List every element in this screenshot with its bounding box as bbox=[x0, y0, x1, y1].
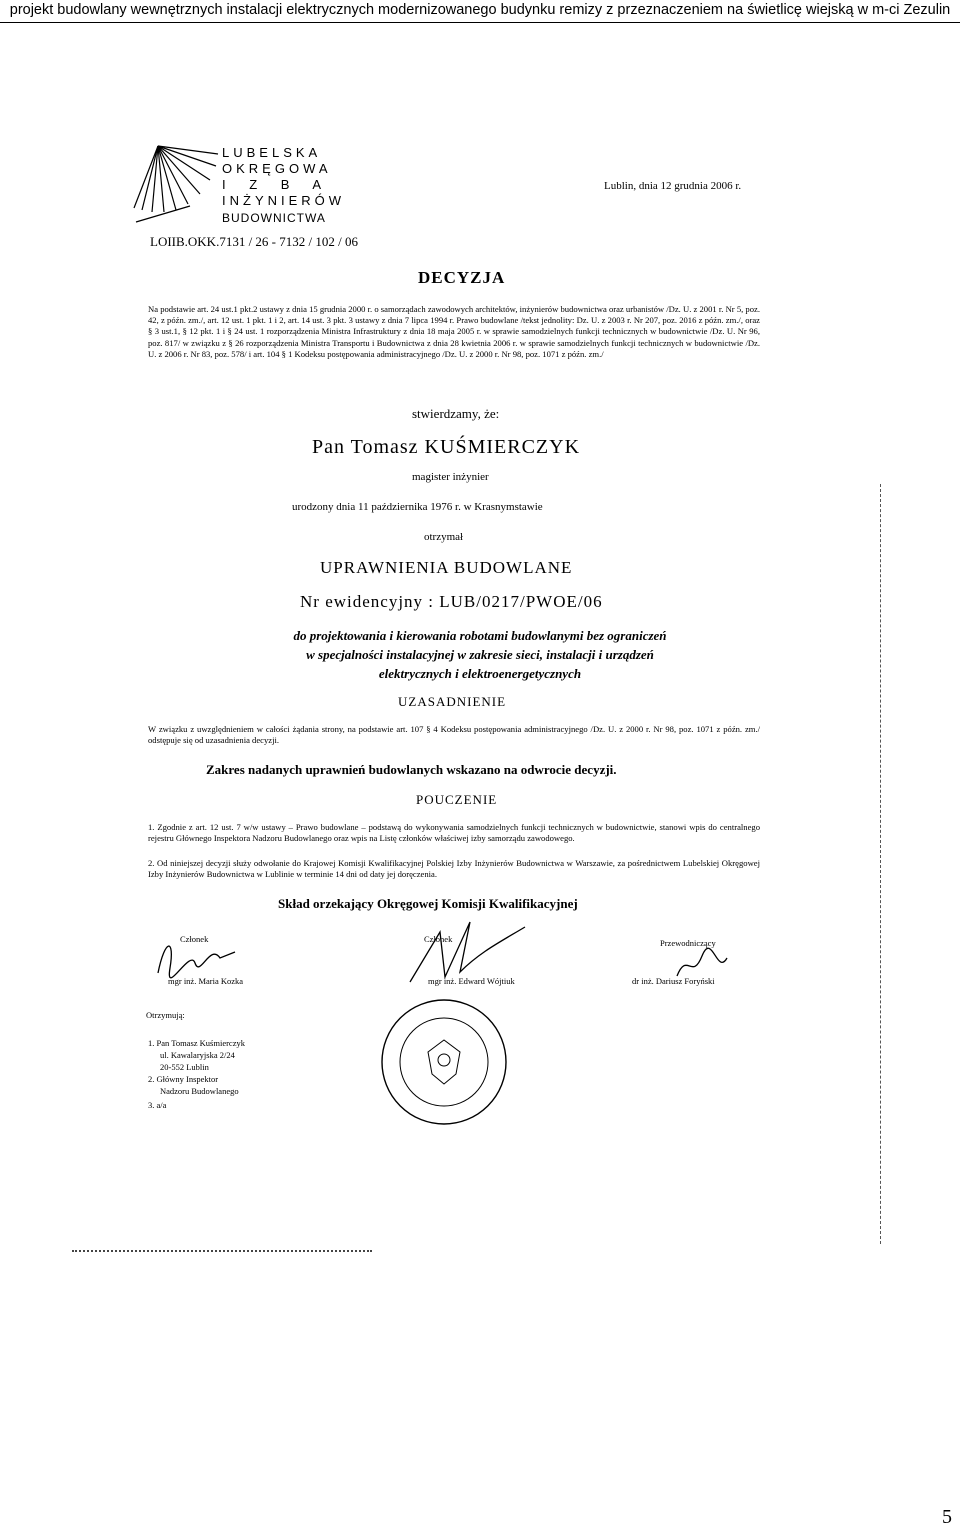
decision-title: DECYZJA bbox=[418, 268, 506, 287]
recipient-line: 2. Główny Inspektor bbox=[148, 1074, 219, 1084]
logo-line-4: INŻYNIERÓW bbox=[222, 193, 346, 208]
permission-title: UPRAWNIENIA BUDOWLANE bbox=[320, 558, 573, 577]
justification-title: UZASADNIENIE bbox=[398, 694, 507, 709]
recipient-line: Nadzoru Budowlanego bbox=[160, 1086, 239, 1096]
scope-line-3: elektrycznych i elektroenergetycznych bbox=[378, 666, 582, 681]
reference-number: LOIIB.OKK.7131 / 26 - 7132 / 102 / 06 bbox=[150, 234, 358, 249]
scope-line-1: do projektowania i kierowania robotami budowlanymi bez ograniczeń bbox=[293, 628, 667, 643]
legal-basis: Na podstawie art. 24 ust.1 pkt.2 ustawy z dnia 15 grudnia 2000 r. o samorządach zawodowych architektów, inżynierów budownictwa oraz urbanistów /Dz. U. z 2001 r. Nr 5, poz. 42, z późn. zm./, art. 12 ust. 1 pkt. 1 i 2, art. 14 ust. 3 pkt. 3 ustawy z dnia 7 lipca 1994 r. Prawo budowlane /tekst jednolity: Dz. U. z 2003 r. Nr 207, poz. 2016 z późn. zm./, oraz § 3 ust.1, § 12 pkt. 1 i § 24 ust. 1 rozporządzenia Ministra Infrastruktury z dnia 18 maja 2005 r. w sprawie samodzielnych funkcji technicznych w budownictwie /Dz. U. Nr 96, poz. 817/ w związku z § 26 rozporządzenia Ministra Transportu i Budownictwa z dnia 28 kwietnia 2006 r. w sprawie samodzielnych funkcji technicznych w budownictwie /Dz. U. z 2006 r. Nr 83, poz. 578/ i art. 104 § 1 Kodeksu postępowania administracyjnego /Dz. U. z 2000 r. Nr 98, poz. 1071 z późn. zm./ bbox=[148, 304, 760, 359]
recipient-line: 1. Pan Tomasz Kuśmierczyk bbox=[148, 1038, 245, 1048]
instruction-2: 2. Od niniejszej decyzji służy odwołanie do Krajowej Komisji Kwalifikacyjnej Polskiej Izby Inżynierów Budownictwa w Warszawie, za pośrednictwem Lubelskiej Okręgowej Izby Inżynierów Budownictwa w Lublinie w terminie 14 dni od daty jej doręczenia. bbox=[148, 858, 760, 880]
header-title: projekt budowlany wewnętrznych instalacji elektrycznych modernizowanego budynku remizy z przeznaczeniem na świetlicę wiejską w m-ci Zezulin bbox=[9, 2, 951, 18]
signatory-2-role: Członek bbox=[424, 934, 453, 944]
signatory-3-name: dr inż. Dariusz Foryński bbox=[632, 976, 715, 986]
signatory-2-name: mgr inż. Edward Wójtiuk bbox=[428, 976, 515, 986]
logo-line-1: LUBELSKA bbox=[222, 145, 322, 160]
logo-line-2: OKRĘGOWA bbox=[222, 161, 332, 176]
logo-line-3: I Z B A bbox=[222, 177, 332, 192]
person-name: Pan Tomasz KUŚMIERCZYK bbox=[312, 436, 581, 458]
place-date: Lublin, dnia 12 grudnia 2006 r. bbox=[604, 180, 742, 192]
instruction-title: POUCZENIE bbox=[416, 792, 498, 807]
logo-line-5: BUDOWNICTWA bbox=[222, 211, 326, 225]
recipient-line: 3. a/a bbox=[148, 1100, 167, 1110]
scanned-document bbox=[0, 22, 960, 1282]
committee-title: Skład orzekający Okręgowej Komisji Kwalifikacyjnej bbox=[278, 896, 578, 911]
official-seal-icon bbox=[378, 996, 510, 1128]
instruction-1: 1. Zgodnie z art. 12 ust. 7 w/w ustawy – Prawo budowlane – podstawą do wykonywania samodzielnych funkcji technicznych w budownictwie, stanowi wpis do centralnego rejestru Głównego Inspektora Nadzoru Budowlanego oraz wpis na Listę członków właściwej izby samorządu zawodowego. bbox=[148, 822, 760, 844]
scan-edge bbox=[880, 484, 883, 1244]
recipient-line: 20-552 Lublin bbox=[160, 1062, 209, 1072]
recipient-line: ul. Kawalaryjska 2/24 bbox=[160, 1050, 235, 1060]
scan-bottom-edge bbox=[72, 1250, 372, 1252]
registry-number: Nr ewidencyjny : LUB/0217/PWOE/06 bbox=[300, 592, 603, 611]
signatory-3-role: Przewodniczący bbox=[660, 938, 716, 948]
scope-line-2: w specjalności instalacyjnej w zakresie sieci, instalacji i urządzeń bbox=[306, 647, 654, 662]
signatory-1-role: Członek bbox=[180, 934, 209, 944]
recipients-title: Otrzymują: bbox=[146, 1010, 185, 1020]
birth-info: urodzony dnia 11 października 1976 r. w Krasnymstawie bbox=[292, 501, 543, 513]
obtained: otrzymał bbox=[424, 531, 464, 543]
scope-note: Zakres nadanych uprawnień budowlanych wskazano na odwrocie decyzji. bbox=[206, 762, 617, 777]
page-number: 5 bbox=[942, 1506, 952, 1528]
signatory-1-name: mgr inż. Maria Kozka bbox=[168, 976, 244, 986]
justification-text: W związku z uwzględnieniem w całości żądania strony, na podstawie art. 107 § 4 Kodeksu postępowania administracyjnego /Dz. U. z 2000 r. Nr 98, poz. 1071 z późn. zm./ odstępuje się od uzasadnienia decyzji. bbox=[148, 724, 760, 746]
degree: magister inżynier bbox=[412, 471, 489, 483]
permission-scope bbox=[210, 626, 750, 683]
rays-emblem-icon bbox=[130, 138, 220, 228]
we-state: stwierdzamy, że: bbox=[412, 406, 500, 421]
page-header bbox=[0, 0, 960, 23]
